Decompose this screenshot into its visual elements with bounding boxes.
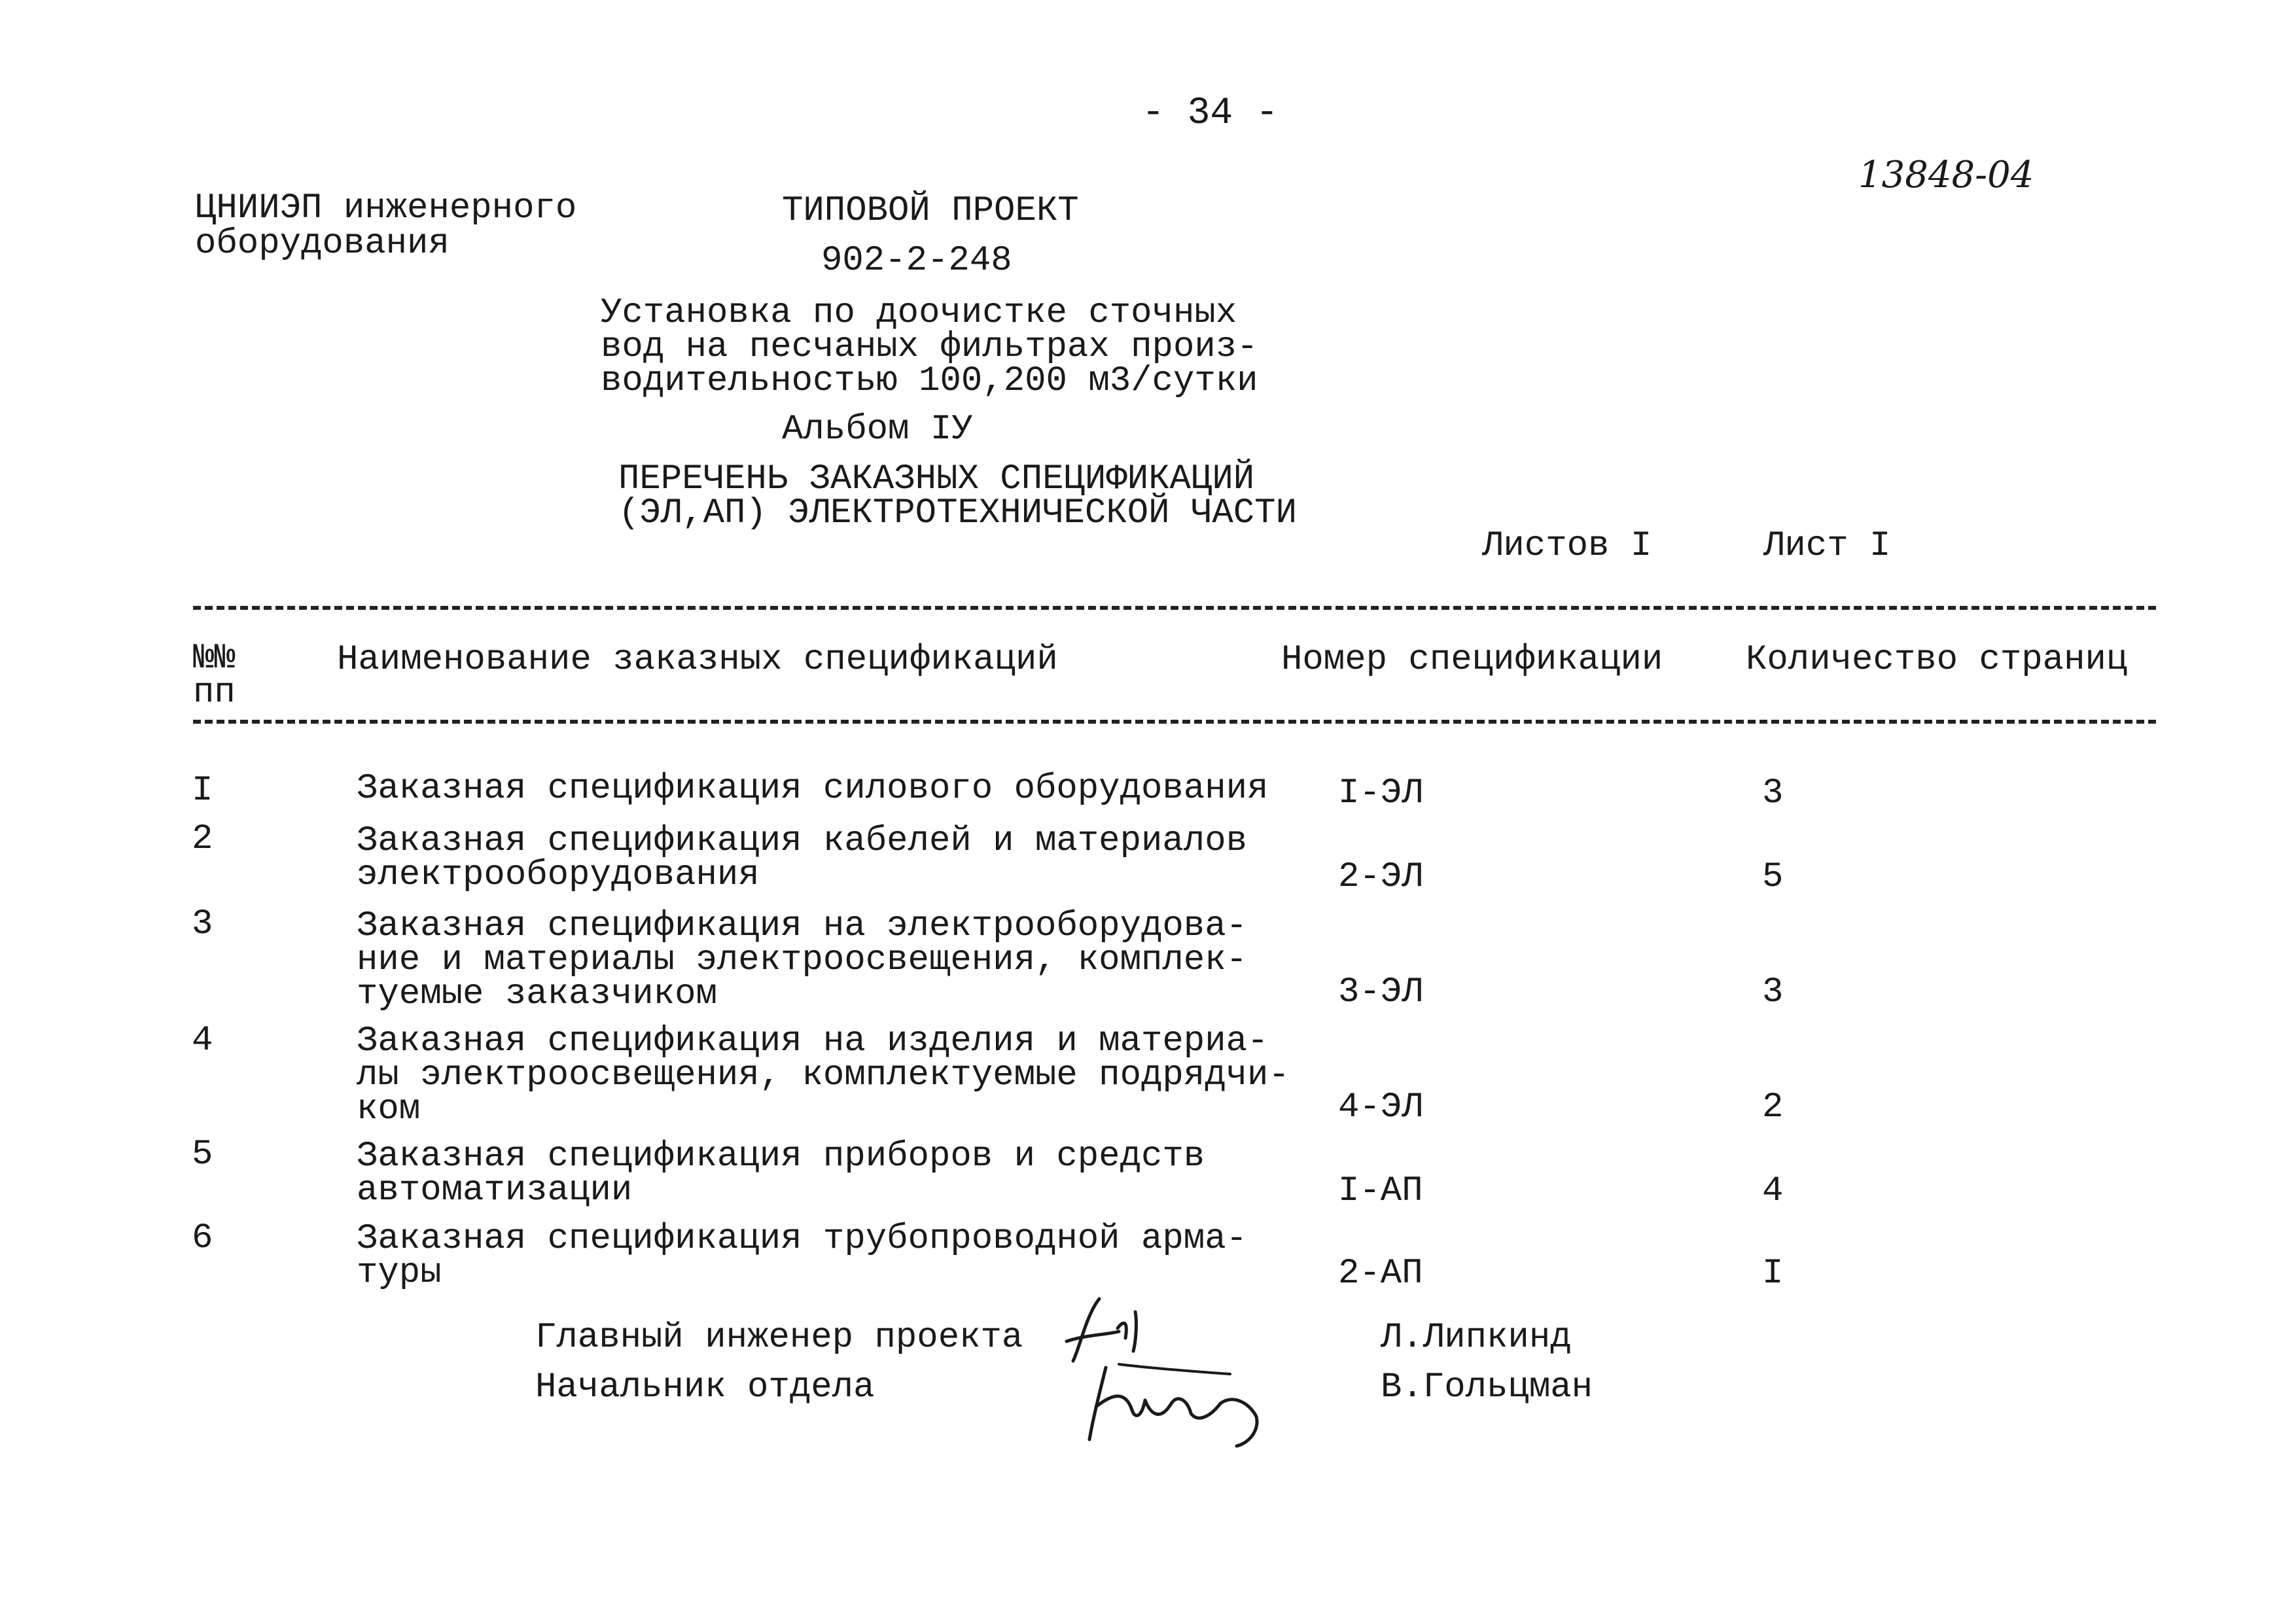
row-number: 3	[192, 904, 213, 944]
row-pages: 3	[1762, 972, 1784, 1012]
row-name: Заказная спецификация кабелей и материалов электрооборудования	[357, 821, 1248, 895]
row-code: 2-ЭЛ	[1338, 857, 1423, 897]
document-title-line-1: ПЕРЕЧЕНЬ ЗАКАЗНЫХ СПЕЦИФИКАЦИЙ	[618, 459, 1255, 499]
project-label: ТИПОВОЙ ПРОЕКТ	[782, 191, 1079, 231]
table-top-divider	[193, 606, 2156, 610]
row-pages: 2	[1762, 1087, 1784, 1127]
row-number: 2	[192, 819, 213, 859]
signature-name-chief-engineer: Л.Липкинд	[1381, 1318, 1572, 1358]
sheets-total: Листов I	[1482, 526, 1652, 566]
row-number: I	[192, 771, 213, 811]
header-code: Номер спецификации	[1281, 640, 1663, 680]
row-name: Заказная спецификация силового оборудования	[357, 769, 1269, 809]
header-name: Наименование заказных спецификаций	[337, 640, 1058, 680]
row-number: 4	[192, 1021, 213, 1061]
row-number: 6	[192, 1218, 213, 1258]
album-label: Альбом IУ	[782, 410, 973, 450]
row-pages: 3	[1762, 773, 1784, 813]
sheet-current: Лист I	[1763, 526, 1891, 566]
signature-name-department-head: В.Гольцман	[1381, 1368, 1593, 1407]
row-name: Заказная спецификация на электрооборудова- ние и материалы электроосвещения, комплек- туемые заказчиком	[357, 906, 1248, 1014]
project-description-line-1: Установка по доочистке сточных	[601, 293, 1237, 333]
row-code: 3-ЭЛ	[1338, 972, 1423, 1012]
row-code: 2-АП	[1338, 1254, 1423, 1294]
table-header-divider	[193, 720, 2156, 724]
signature-role-chief-engineer: Главный инженер проекта	[535, 1318, 1023, 1358]
row-code: I-ЭЛ	[1338, 773, 1423, 813]
project-number: 902-2-248	[821, 241, 1012, 281]
row-code: 4-ЭЛ	[1338, 1087, 1423, 1127]
row-name: Заказная спецификация трубопроводной арма- туры	[357, 1219, 1248, 1293]
row-pages: 5	[1762, 857, 1784, 897]
row-number: 5	[192, 1135, 213, 1174]
organization-line-1: ЦНИИЭП инженерного	[195, 188, 577, 228]
document-title-line-2: (ЭЛ,АП) ЭЛЕКТРОТЕХНИЧЕСКОЙ ЧАСТИ	[618, 493, 1297, 533]
project-description-line-2: вод на песчаных фильтрах произ-	[601, 327, 1258, 367]
header-number-line-1: №№	[193, 639, 236, 679]
row-pages: I	[1762, 1254, 1784, 1294]
inventory-number: 13848-04	[1858, 154, 2034, 196]
row-name: Заказная спецификация приборов и средств автоматизации	[357, 1137, 1205, 1210]
organization-line-2: оборудования	[195, 224, 450, 264]
page-number: - 34 -	[1142, 92, 1279, 135]
handwritten-signature-2	[1080, 1354, 1289, 1453]
signature-role-department-head: Начальник отдела	[535, 1368, 875, 1407]
row-code: I-АП	[1338, 1171, 1423, 1211]
row-pages: 4	[1762, 1171, 1784, 1211]
row-name: Заказная спецификация на изделия и материа- лы электроосвещения, комплектуемые подрядчи- ком	[357, 1021, 1290, 1129]
header-pages: Количество страниц	[1746, 640, 2128, 680]
header-number-line-2: пп	[193, 673, 236, 713]
project-description-line-3: водительностью 100,200 м3/сутки	[601, 361, 1258, 401]
